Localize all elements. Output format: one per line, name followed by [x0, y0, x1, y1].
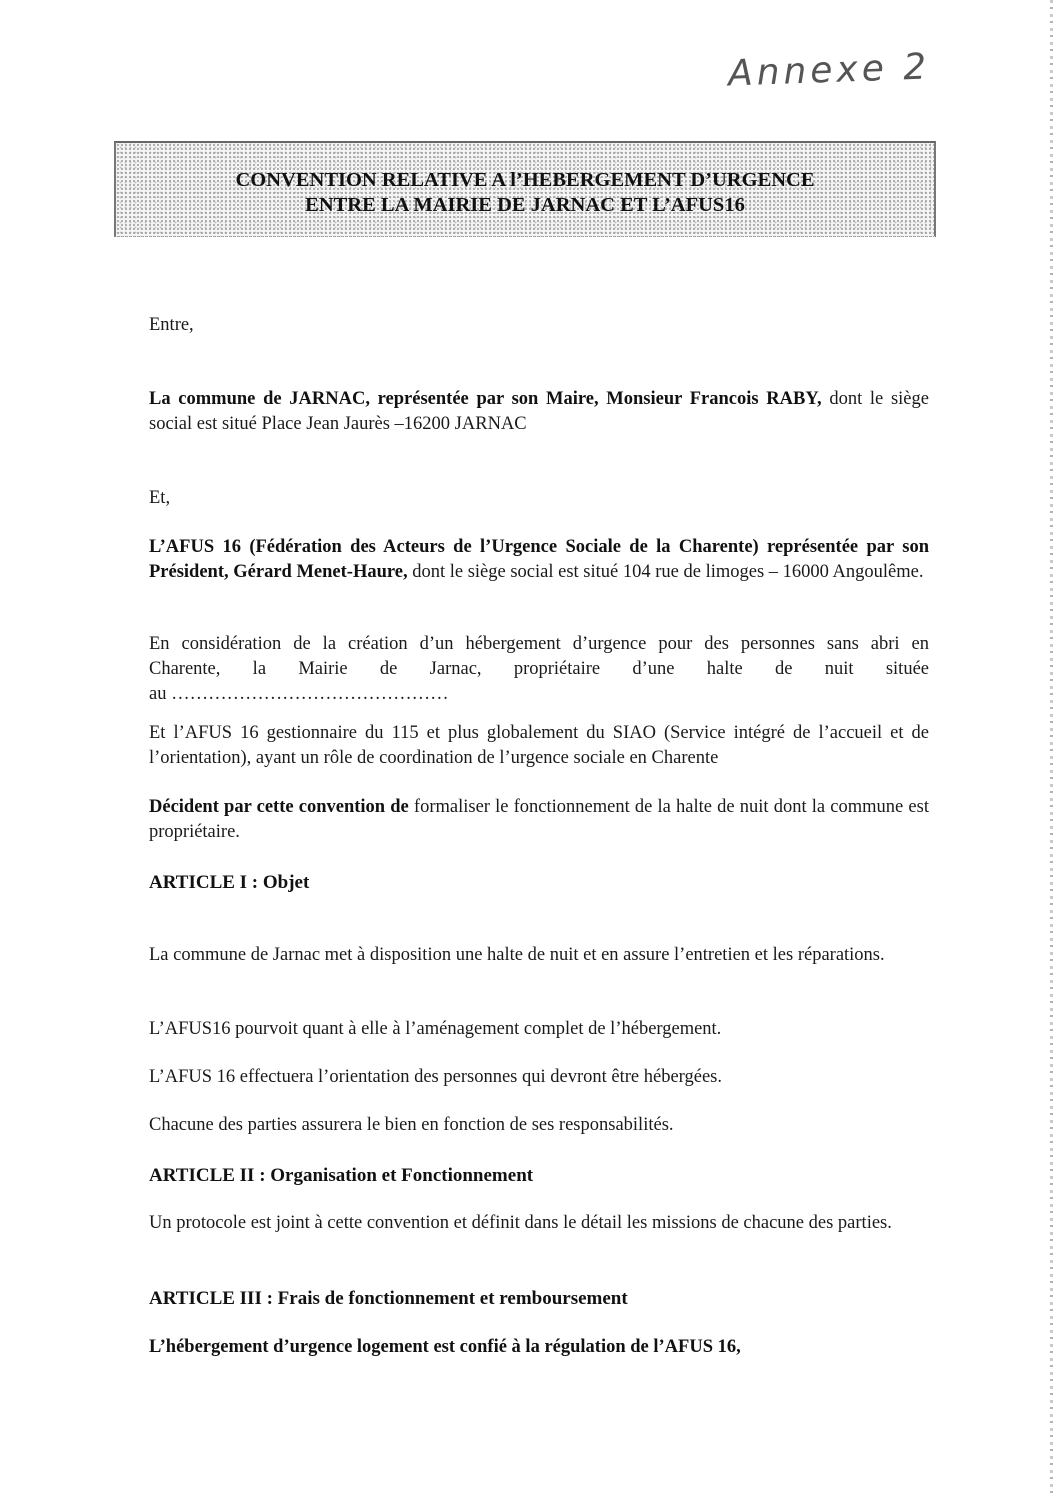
article-2-heading: ARTICLE II : Organisation et Fonctionnement [149, 1165, 534, 1186]
entre-label: Entre, [149, 315, 194, 335]
article-1-heading: ARTICLE I : Objet [149, 872, 310, 893]
title-line-2: ENTRE LA MAIRIE DE JARNAC ET L’AFUS16 [305, 194, 745, 216]
party-commune [149, 387, 929, 437]
party-afus [149, 535, 929, 585]
party-afus-address: dont le siège social est situé 104 rue de limoges – 16000 Angoulême. [407, 562, 924, 582]
document-title [116, 168, 934, 218]
article-2-paragraph-1: Un protocole est joint à cette convention et définit dans le détail les missions de chacune des parties. [149, 1213, 892, 1233]
et-label: Et, [149, 488, 171, 508]
party-afus-name: L’AFUS 16 (Fédération des Acteurs de l’Urgence Sociale de la Charente) représentée par son Président, Gérard Menet-Haure, [149, 537, 929, 582]
title-line-1: CONVENTION RELATIVE A l’HEBERGEMENT D’URGENCE [235, 169, 815, 191]
consideration-line-3: au ……………………………………… [149, 684, 449, 704]
article-3-heading: ARTICLE III : Frais de fonctionnement et remboursement [149, 1288, 628, 1309]
title-box [114, 141, 936, 237]
party-commune-address: dont le siège social est situé Place Jean Jaurès –16200 JARNAC [149, 389, 929, 434]
decident-text: formaliser le fonctionnement de la halte de nuit dont la commune est propriétaire. [149, 797, 929, 842]
party-commune-name: La commune de JARNAC, représentée par son Maire, Monsieur Francois RABY, [149, 389, 822, 409]
article-1-paragraph-1: La commune de Jarnac met à disposition une halte de nuit et en assure l’entretien et les réparations. [149, 945, 885, 965]
handwritten-annotation: Annexe 2 [727, 46, 931, 95]
decident-paragraph [149, 795, 929, 845]
consideration-line-1: En considération de la création d’un hébergement d’urgence pour des personnes sans abri en [149, 634, 929, 654]
scan-edge-artifact [1050, 0, 1053, 1497]
article-1-paragraph-2: L’AFUS16 pourvoit quant à elle à l’aménagement complet de l’hébergement. [149, 1019, 722, 1039]
article-1-paragraph-3: L’AFUS 16 effectuera l’orientation des personnes qui devront être hébergées. [149, 1067, 722, 1087]
article-1-paragraph-4: Chacune des parties assurera le bien en fonction de ses responsabilités. [149, 1115, 674, 1135]
decident-bold: Décident par cette convention de [149, 797, 409, 817]
afus-role-paragraph: Et l’AFUS 16 gestionnaire du 115 et plus globalement du SIAO (Service intégré de l’accueil et de l’orientation), ayant un rôle de coordination de l’urgence sociale en Charente [149, 723, 929, 768]
consideration-paragraph [149, 632, 929, 707]
article-3-paragraph-1: L’hébergement d’urgence logement est confié à la régulation de l’AFUS 16, [149, 1337, 741, 1357]
consideration-line-2: Charente, la Mairie de Jarnac, propriétaire d’une halte de nuit située [149, 659, 929, 679]
